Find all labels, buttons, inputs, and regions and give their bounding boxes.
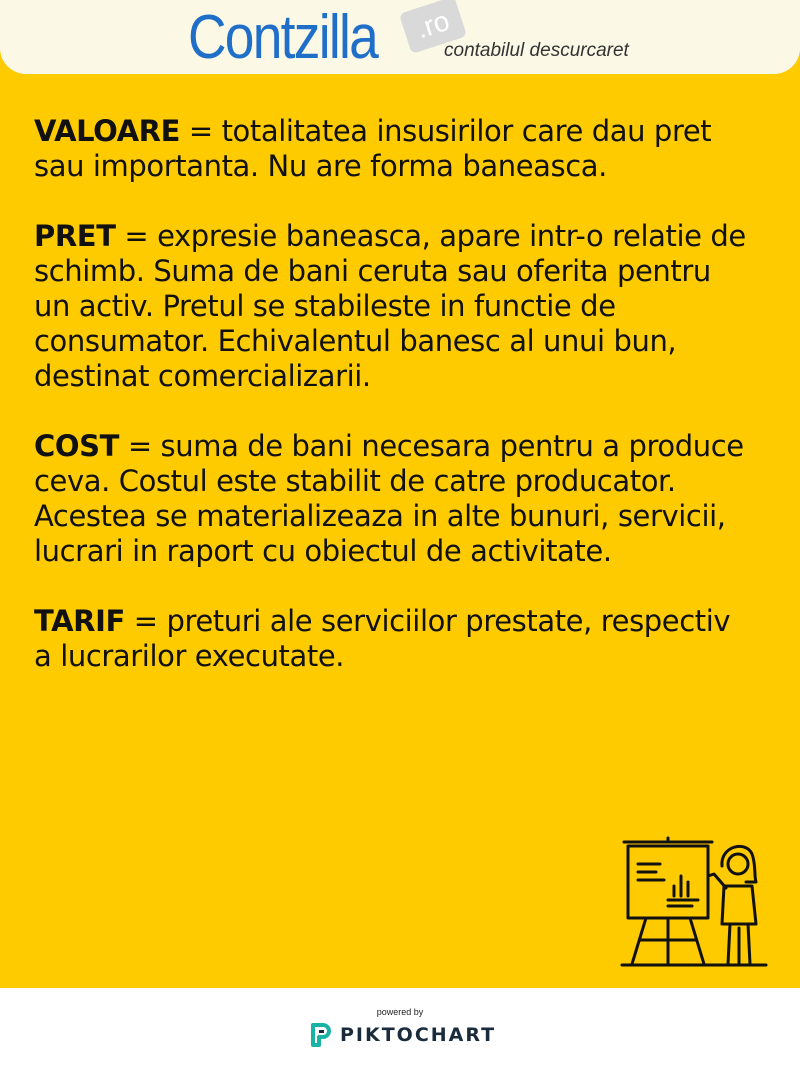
- definition-text: = totalitatea insusirilor care dau pret sau importanta. Nu are forma baneasca.: [34, 114, 712, 183]
- definition-text: = expresie baneasca, apare intr-o relatie de schimb. Suma de bani ceruta sau oferita pentru un activ. Pretul se stabileste in functie de consumator. Echivalentul banesc al unui bun, destinat comercializarii.: [34, 219, 746, 393]
- definitions-list: [34, 114, 754, 674]
- footer: [0, 988, 800, 1068]
- tagline: contabilul descurcaret: [444, 40, 629, 61]
- definition-term: VALOARE: [34, 114, 181, 148]
- header-banner: [0, 0, 800, 74]
- definition-text: = suma de bani necesara pentru a produce ceva. Costul este stabilit de catre producator. Acestea se materializeaza in alte bunuri, servicii, lucrari in raport cu obiectul de activitate.: [34, 429, 744, 568]
- definition-term: TARIF: [34, 604, 125, 638]
- definition-text: = preturi ale serviciilor prestate, respectiv a lucrarilor executate.: [34, 604, 731, 673]
- piktochart-brand[interactable]: PIKTOCHART: [340, 1024, 497, 1046]
- definition-tarif: [34, 604, 754, 674]
- definition-term: COST: [34, 429, 120, 463]
- definition-term: PRET: [34, 219, 116, 253]
- definition-cost: [34, 429, 754, 569]
- definition-valoare: [34, 114, 754, 184]
- presenter-with-chart-icon: [620, 836, 770, 968]
- definition-pret: [34, 219, 754, 394]
- powered-by-label: powered by: [376, 1007, 424, 1017]
- piktochart-logo-icon[interactable]: [310, 1022, 332, 1048]
- logo-badge-text: .ro: [412, 4, 454, 45]
- logo-wordmark: Contzilla: [188, 3, 378, 72]
